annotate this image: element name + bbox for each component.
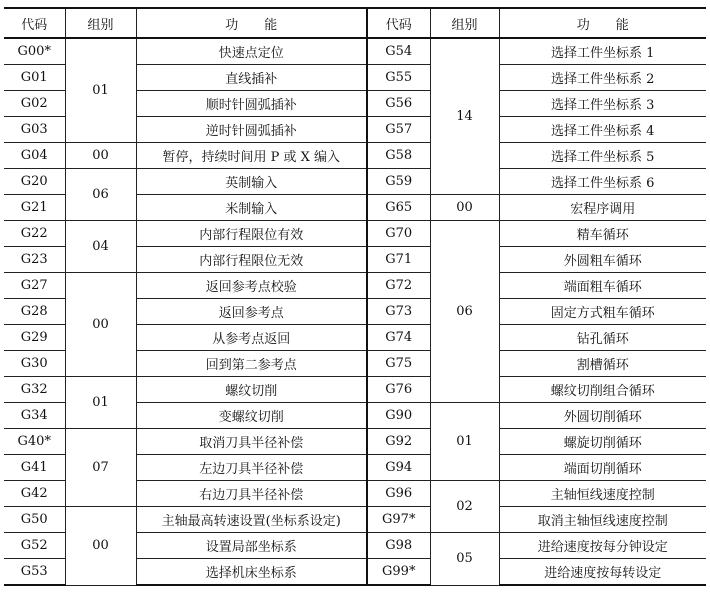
g-code-table: [4, 7, 706, 586]
group-cell: 02: [430, 481, 499, 533]
group-cell: 00: [65, 143, 136, 169]
code-cell: G50: [4, 507, 65, 533]
code-cell: G70: [367, 221, 430, 247]
function-cell: 逆时针圆弧插补: [136, 117, 367, 143]
header-function-right: 功 能: [499, 8, 706, 38]
table-row: [4, 429, 706, 455]
code-cell: G74: [367, 325, 430, 351]
group-cell: 06: [65, 169, 136, 221]
group-cell: 01: [65, 38, 136, 143]
code-cell: G72: [367, 273, 430, 299]
code-cell: G90: [367, 403, 430, 429]
code-cell: G42: [4, 481, 65, 507]
function-cell: 设置局部坐标系: [136, 533, 367, 559]
function-cell: 主轴恒线速度控制: [499, 481, 706, 507]
code-cell: G23: [4, 247, 65, 273]
header-function-left: 功 能: [136, 8, 367, 38]
function-cell: 从参考点返回: [136, 325, 367, 351]
function-cell: 直线插补: [136, 65, 367, 91]
table-row: [4, 221, 706, 247]
code-cell: G58: [367, 143, 430, 169]
group-cell: 01: [430, 403, 499, 481]
function-cell: 钻孔循环: [499, 325, 706, 351]
function-cell: 进给速度按每分钟设定: [499, 533, 706, 559]
code-cell: G41: [4, 455, 65, 481]
function-cell: 外圆切削循环: [499, 403, 706, 429]
group-cell: 07: [65, 429, 136, 507]
code-cell: G28: [4, 299, 65, 325]
group-cell: 05: [430, 533, 499, 586]
function-cell: 选择工件坐标系 4: [499, 117, 706, 143]
function-cell: 选择机床坐标系: [136, 559, 367, 586]
function-cell: 内部行程限位无效: [136, 247, 367, 273]
code-cell: G22: [4, 221, 65, 247]
function-cell: 割槽循环: [499, 351, 706, 377]
code-cell: G04: [4, 143, 65, 169]
function-cell: 内部行程限位有效: [136, 221, 367, 247]
function-cell: 取消刀具半径补偿: [136, 429, 367, 455]
function-cell: 主轴最高转速设置(坐标系设定): [136, 507, 367, 533]
function-cell: 取消主轴恒线速度控制: [499, 507, 706, 533]
code-cell: G02: [4, 91, 65, 117]
table-row: [4, 507, 706, 533]
code-cell: G21: [4, 195, 65, 221]
code-cell: G53: [4, 559, 65, 586]
function-cell: 螺纹切削组合循环: [499, 377, 706, 403]
function-cell: 进给速度按每转设定: [499, 559, 706, 586]
code-cell: G96: [367, 481, 430, 507]
code-cell: G40*: [4, 429, 65, 455]
function-cell: 固定方式粗车循环: [499, 299, 706, 325]
group-cell: 00: [65, 507, 136, 586]
function-cell: 选择工件坐标系 2: [499, 65, 706, 91]
code-cell: G98: [367, 533, 430, 559]
function-cell: 回到第二参考点: [136, 351, 367, 377]
code-cell: G73: [367, 299, 430, 325]
table-row: [4, 143, 706, 169]
code-cell: G76: [367, 377, 430, 403]
code-cell: G01: [4, 65, 65, 91]
function-cell: 米制输入: [136, 195, 367, 221]
function-cell: 精车循环: [499, 221, 706, 247]
function-cell: 端面粗车循环: [499, 273, 706, 299]
function-cell: 外圆粗车循环: [499, 247, 706, 273]
table-row: [4, 273, 706, 299]
code-cell: G27: [4, 273, 65, 299]
function-cell: 快速点定位: [136, 38, 367, 65]
group-cell: 04: [65, 221, 136, 273]
table-row: [4, 377, 706, 403]
function-cell: 英制输入: [136, 169, 367, 195]
header-group-right: 组别: [430, 8, 499, 38]
group-cell: 06: [430, 221, 499, 403]
header-row: [4, 8, 706, 38]
function-cell: 选择工件坐标系 3: [499, 91, 706, 117]
function-cell: 选择工件坐标系 1: [499, 38, 706, 65]
code-cell: G57: [367, 117, 430, 143]
function-cell: 变螺纹切削: [136, 403, 367, 429]
code-cell: G97*: [367, 507, 430, 533]
code-cell: G92: [367, 429, 430, 455]
function-cell: 选择工件坐标系 5: [499, 143, 706, 169]
code-cell: G55: [367, 65, 430, 91]
header-code-left: 代码: [4, 8, 65, 38]
function-cell: 右边刀具半径补偿: [136, 481, 367, 507]
group-cell: 00: [65, 273, 136, 377]
function-cell: 螺旋切削循环: [499, 429, 706, 455]
function-cell: 选择工件坐标系 6: [499, 169, 706, 195]
code-cell: G56: [367, 91, 430, 117]
code-cell: G32: [4, 377, 65, 403]
table-row: [4, 169, 706, 195]
group-cell: 01: [65, 377, 136, 429]
function-cell: 左边刀具半径补偿: [136, 455, 367, 481]
group-cell: 14: [430, 38, 499, 195]
code-cell: G52: [4, 533, 65, 559]
group-cell: 00: [430, 195, 499, 221]
header-group-left: 组别: [65, 8, 136, 38]
code-cell: G65: [367, 195, 430, 221]
code-cell: G00*: [4, 38, 65, 65]
header-code-right: 代码: [367, 8, 430, 38]
code-cell: G99*: [367, 559, 430, 586]
function-cell: 螺纹切削: [136, 377, 367, 403]
code-cell: G29: [4, 325, 65, 351]
code-cell: G71: [367, 247, 430, 273]
code-cell: G30: [4, 351, 65, 377]
code-cell: G94: [367, 455, 430, 481]
code-cell: G34: [4, 403, 65, 429]
function-cell: 宏程序调用: [499, 195, 706, 221]
function-cell: 返回参考点校验: [136, 273, 367, 299]
code-cell: G03: [4, 117, 65, 143]
code-cell: G20: [4, 169, 65, 195]
function-cell: 顺时针圆弧插补: [136, 91, 367, 117]
function-cell: 返回参考点: [136, 299, 367, 325]
function-cell: 端面切削循环: [499, 455, 706, 481]
table-row: [4, 38, 706, 65]
code-cell: G54: [367, 38, 430, 65]
function-cell: 暂停，持续时间用 P 或 X 编入: [136, 143, 367, 169]
code-cell: G75: [367, 351, 430, 377]
code-cell: G59: [367, 169, 430, 195]
